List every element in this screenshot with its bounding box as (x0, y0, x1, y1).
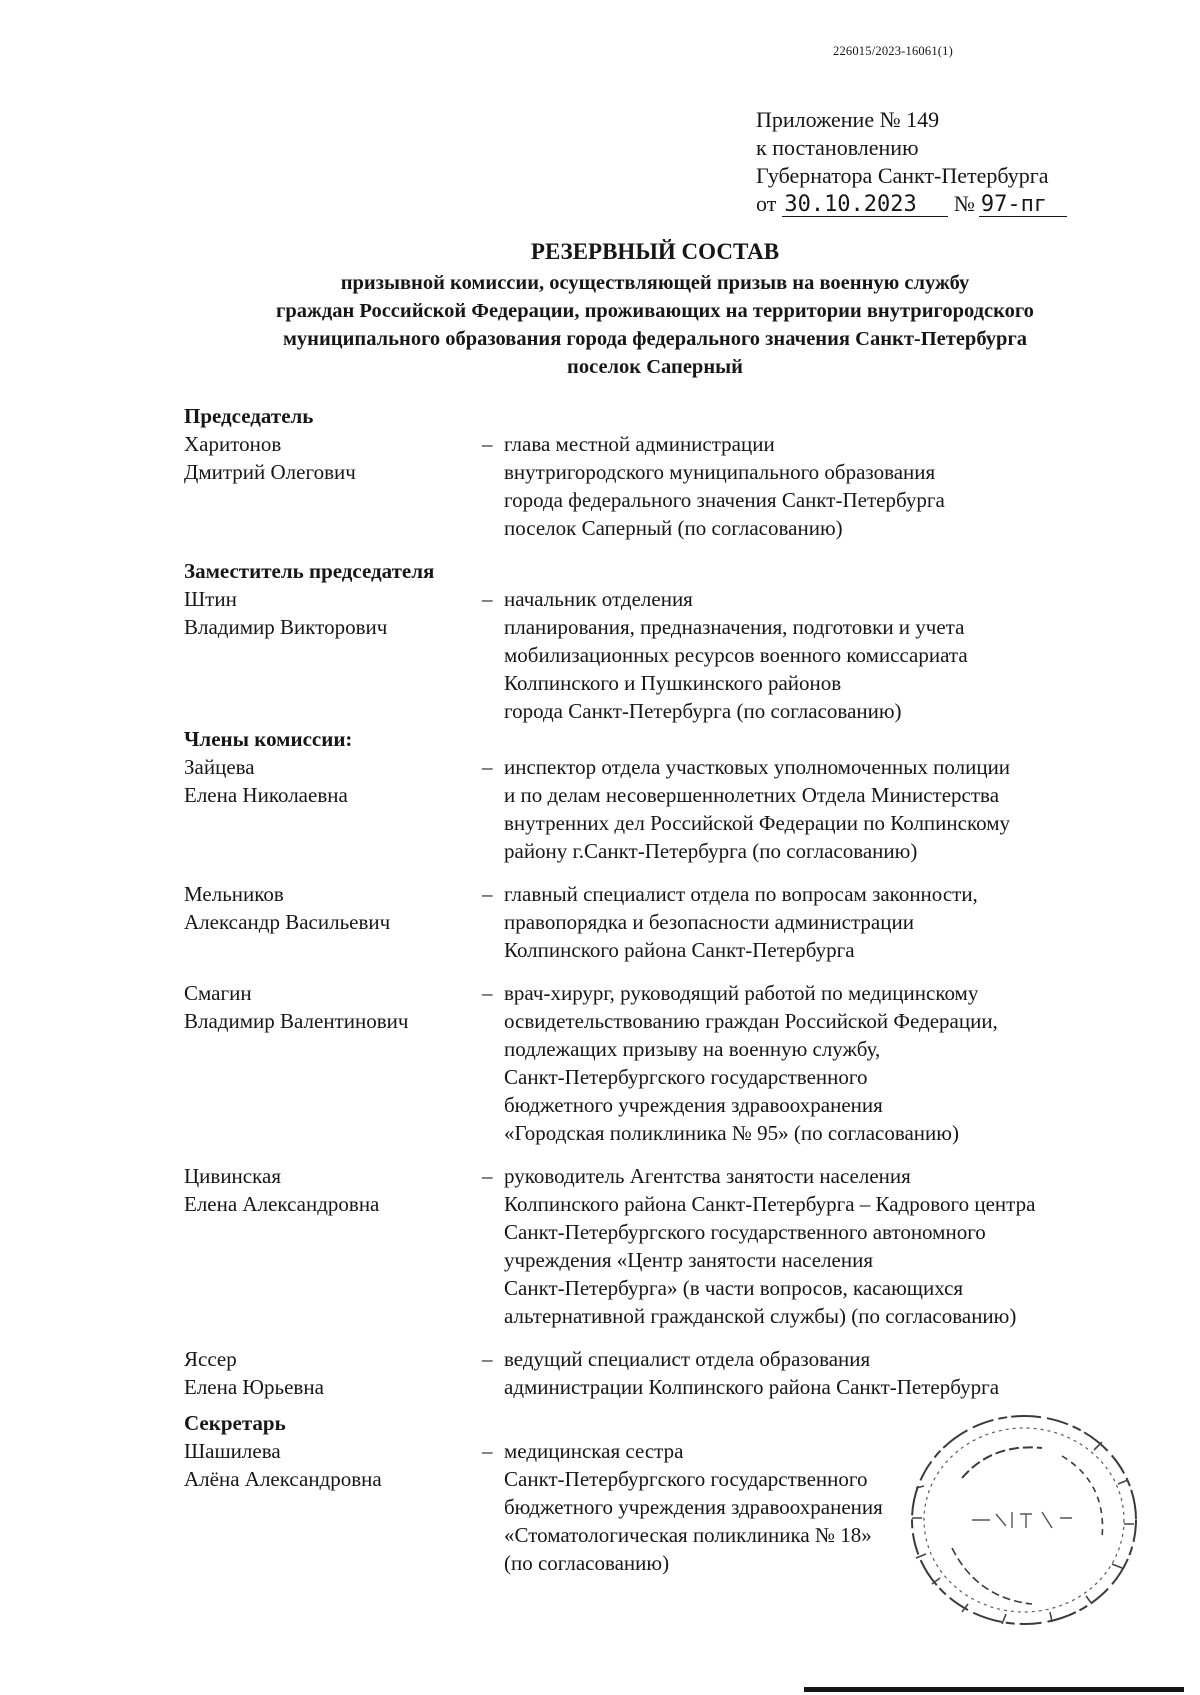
dash: – (482, 882, 493, 906)
member-name (184, 430, 482, 542)
role-line: и по делам несовершеннолетних Отдела Министерства (504, 783, 1000, 807)
spacer (184, 1330, 1144, 1345)
member-entry (184, 1345, 1144, 1401)
role-line: Санкт-Петербургского государственного (504, 1467, 868, 1491)
appendix-date-line (756, 190, 1067, 218)
decree-number: 97-пг (979, 194, 1067, 217)
given-names: Елена Николаевна (184, 783, 348, 807)
section-secretary: Секретарь (184, 1411, 286, 1435)
member-name (184, 1437, 482, 1577)
commission-list (184, 402, 1144, 1577)
given-names: Елена Александровна (184, 1192, 380, 1216)
member-name (184, 979, 482, 1147)
role-line: инспектор отдела участковых уполномоченных полиции (504, 755, 1011, 779)
role-line: города Санкт-Петербурга (по согласованию) (504, 699, 902, 723)
member-role (504, 753, 1144, 865)
dash: – (482, 432, 493, 456)
role-line: главный специалист отдела по вопросам законности, (504, 882, 978, 906)
role-line: глава местной администрации (504, 432, 775, 456)
member-entry (184, 430, 1144, 542)
role-line: (по согласованию) (504, 1551, 670, 1575)
appendix-line-2: к постановлению (756, 135, 919, 160)
role-line: Колпинского района Санкт-Петербурга (504, 938, 855, 962)
role-line: города федерального значения Санкт-Петербурга (504, 488, 945, 512)
member-role (504, 585, 1144, 725)
member-name (184, 753, 482, 865)
role-line: Санкт-Петербурга» (в части вопросов, касающихся (504, 1276, 964, 1300)
role-line: врач-хирург, руководящий работой по медицинскому (504, 981, 979, 1005)
spacer (184, 964, 1144, 979)
dash: – (482, 981, 493, 1005)
member-entry (184, 979, 1144, 1147)
bottom-edge-mark (804, 1687, 1184, 1692)
role-line: медицинская сестра (504, 1439, 684, 1463)
surname: Мельников (184, 882, 284, 906)
role-line: поселок Саперный (по согласованию) (504, 516, 843, 540)
section-chairman: Председатель (184, 404, 314, 428)
appendix-line-3: Губернатора Санкт-Петербурга (756, 163, 1049, 188)
role-line: мобилизационных ресурсов военного комиссариата (504, 643, 968, 667)
role-line: учреждения «Центр занятости населения (504, 1248, 874, 1272)
role-line: внутренних дел Российской Федерации по Колпинскому (504, 811, 1010, 835)
role-line: альтернативной гражданской службы) (по согласованию) (504, 1304, 1017, 1328)
member-entry (184, 585, 1144, 725)
member-role (504, 1162, 1144, 1330)
member-name (184, 585, 482, 725)
dash: – (482, 755, 493, 779)
dash: – (482, 1439, 493, 1463)
role-line: внутригородского муниципального образования (504, 460, 936, 484)
member-entry (184, 880, 1144, 964)
section-deputy: Заместитель председателя (184, 559, 435, 583)
member-role (504, 979, 1144, 1147)
role-line: начальник отделения (504, 587, 693, 611)
member-entry (184, 1162, 1144, 1330)
role-line: ведущий специалист отдела образования (504, 1347, 871, 1371)
role-line: Санкт-Петербургского государственного автономного (504, 1220, 986, 1244)
member-role (504, 430, 1144, 542)
given-names: Алёна Александровна (184, 1467, 382, 1491)
surname: Цивинская (184, 1164, 281, 1188)
role-line: Колпинского района Санкт-Петербурга – Кадрового центра (504, 1192, 1036, 1216)
subtitle-line: муниципального образования города федерального значения Санкт-Петербурга (282, 328, 1028, 350)
document-title: РЕЗЕРВНЫЙ СОСТАВ (530, 239, 780, 264)
role-line: бюджетного учреждения здравоохранения (504, 1495, 883, 1519)
surname: Шашилева (184, 1439, 281, 1463)
role-line: руководитель Агентства занятости населения (504, 1164, 911, 1188)
member-name (184, 1162, 482, 1330)
subtitle-line: поселок Саперный (567, 356, 743, 378)
member-role (504, 880, 1144, 964)
spacer (184, 1147, 1144, 1162)
document-id: 226015/2023-16061(1) (833, 44, 953, 58)
spacer (184, 865, 1144, 880)
surname: Смагин (184, 981, 252, 1005)
role-line: освидетельствованию граждан Российской Федерации, (504, 1009, 998, 1033)
role-line: Санкт-Петербургского государственного (504, 1065, 868, 1089)
surname: Яссер (184, 1347, 237, 1371)
surname: Штин (184, 587, 237, 611)
dash: – (482, 587, 493, 611)
role-line: планирования, предназначения, подготовки и учета (504, 615, 965, 639)
role-line: подлежащих призыву на военную службу, (504, 1037, 881, 1061)
given-names: Елена Юрьевна (184, 1375, 324, 1399)
number-prefix: № (953, 191, 975, 216)
appendix-line-1: Приложение № 149 (756, 107, 940, 132)
role-line: правопорядка и безопасности администрации (504, 910, 914, 934)
dash: – (482, 1347, 493, 1371)
subtitle-line: призывной комиссии, осуществляющей призыв на военную службу (340, 272, 970, 294)
given-names: Владимир Викторович (184, 615, 388, 639)
member-name (184, 880, 482, 964)
spacer (184, 542, 1144, 557)
role-line: «Стоматологическая поликлиника № 18» (504, 1523, 872, 1547)
section-members: Члены комиссии: (184, 727, 353, 751)
official-stamp-icon (902, 1408, 1148, 1632)
surname: Зайцева (184, 755, 255, 779)
role-line: «Городская поликлиника № 95» (по согласованию) (504, 1121, 959, 1145)
given-names: Владимир Валентинович (184, 1009, 409, 1033)
role-line: администрации Колпинского района Санкт-Петербурга (504, 1375, 1000, 1399)
role-line: Колпинского и Пушкинского районов (504, 671, 842, 695)
document-subtitle (0, 269, 1200, 381)
role-line: району г.Санкт-Петербурга (по согласованию) (504, 839, 918, 863)
surname: Харитонов (184, 432, 282, 456)
role-line: бюджетного учреждения здравоохранения (504, 1093, 883, 1117)
member-name (184, 1345, 482, 1401)
given-names: Дмитрий Олегович (184, 460, 356, 484)
given-names: Александр Васильевич (184, 910, 391, 934)
decree-date: 30.10.2023 (782, 194, 948, 217)
member-entry (184, 753, 1144, 865)
appendix-block (756, 106, 1067, 218)
subtitle-line: граждан Российской Федерации, проживающих на территории внутригородского (276, 300, 1034, 322)
dash: – (482, 1164, 493, 1188)
member-role (504, 1345, 1144, 1401)
date-prefix: от (756, 191, 777, 216)
